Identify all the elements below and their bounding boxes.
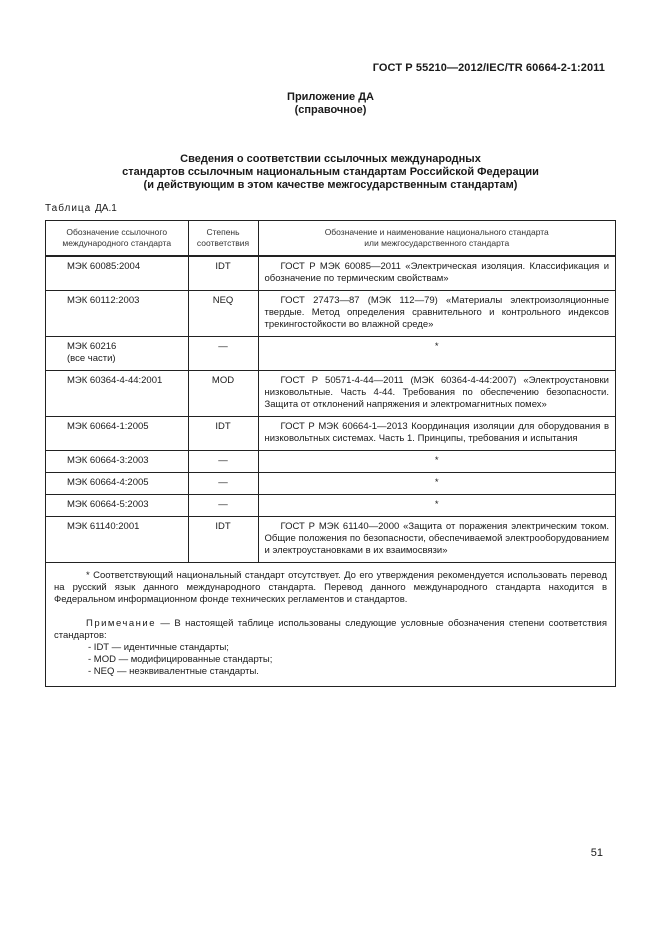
- correspondence-table: [45, 220, 616, 687]
- table-grid: [46, 221, 615, 563]
- table-row: [46, 495, 615, 517]
- table-row: [46, 517, 615, 563]
- table-row: [46, 473, 615, 495]
- cell-national: ГОСТ Р 50571-4-44—2011 (МЭК 60364-4-44:2007) «Электроустановки низковольтные. Часть 4-44. Требования по обеспечению безопасности. Защита от отклонений напряжения и электромагнитных помех»: [258, 371, 615, 417]
- table-caption: [45, 203, 117, 214]
- cell-ref: МЭК 61140:2001: [46, 517, 188, 563]
- note-text: — В настоящей таблице использованы следующие условные обозначения степени соответствия стандартов:: [54, 618, 607, 641]
- title-line: стандартов ссылочным национальным стандартам Российской Федерации: [122, 166, 539, 178]
- annex-subtitle: (справочное): [294, 104, 367, 116]
- table-caption-number: ДА.1: [95, 203, 117, 214]
- cell-ref: МЭК 60664-5:2003: [46, 495, 188, 517]
- annex-heading: [0, 91, 661, 117]
- cell-ref: МЭК 60112:2003: [46, 291, 188, 337]
- table-header-row: [46, 221, 615, 256]
- table-row: [46, 337, 615, 371]
- cell-degree: IDT: [188, 517, 258, 563]
- cell-degree: —: [188, 337, 258, 371]
- table-row: [46, 256, 615, 291]
- header-degree: Степень соответствия: [188, 221, 258, 256]
- cell-degree: IDT: [188, 256, 258, 291]
- cell-degree: —: [188, 495, 258, 517]
- note-paragraph: [54, 618, 607, 642]
- note-label: Примечание: [86, 618, 156, 629]
- cell-ref: МЭК 60664-4:2005: [46, 473, 188, 495]
- cell-ref: МЭК 60216 (все части): [46, 337, 188, 371]
- cell-degree: IDT: [188, 417, 258, 451]
- section-title: [0, 153, 661, 192]
- table-row: [46, 371, 615, 417]
- table-row: [46, 291, 615, 337]
- footnote: * Соответствующий национальный стандарт отсутствует. До его утверждения рекомендуется использовать перевод на русский язык данного международного стандарта. Перевод данного международного стандарта находится в Федеральном информационном фонде технических регламентов и стандартов.: [54, 570, 607, 605]
- title-line: (и действующим в этом качестве межгосударственным стандартам): [143, 179, 518, 191]
- cell-national: *: [258, 495, 615, 517]
- cell-ref: МЭК 60664-3:2003: [46, 451, 188, 473]
- table-notes: [46, 563, 615, 686]
- cell-national: *: [258, 451, 615, 473]
- document-code: ГОСТ Р 55210—2012/IEC/TR 60664-2-1:2011: [372, 62, 605, 74]
- cell-degree: NEQ: [188, 291, 258, 337]
- cell-degree: —: [188, 451, 258, 473]
- header-ref-standard: Обозначение ссылочного международного стандарта: [46, 221, 188, 256]
- table-row: [46, 451, 615, 473]
- note-list-item: - IDT — идентичные стандарты;: [88, 642, 229, 653]
- title-line: Сведения о соответствии ссылочных международных: [180, 153, 481, 165]
- cell-national: ГОСТ 27473—87 (МЭК 112—79) «Материалы электроизоляционные твердые. Метод определения сравнительного и контрольного индексов трекингостойкости во влажной среде»: [258, 291, 615, 337]
- cell-degree: —: [188, 473, 258, 495]
- cell-national: *: [258, 473, 615, 495]
- annex-title: Приложение ДА: [287, 91, 374, 103]
- table-caption-word: Таблица: [45, 203, 92, 214]
- cell-national: ГОСТ Р МЭК 61140—2000 «Защита от поражения электрическим током. Общие положения по безопасности, обеспечиваемой электрооборудованием и электроустановками в их взаимосвязи»: [258, 517, 615, 563]
- note-list-item: - MOD — модифицированные стандарты;: [88, 654, 273, 665]
- cell-degree: MOD: [188, 371, 258, 417]
- cell-ref: МЭК 60085:2004: [46, 256, 188, 291]
- cell-national: *: [258, 337, 615, 371]
- header-national-standard: Обозначение и наименование национального стандарта или межгосударственного стандарта: [258, 221, 615, 256]
- page-number: 51: [590, 847, 603, 859]
- cell-ref: МЭК 60364-4-44:2001: [46, 371, 188, 417]
- cell-national: ГОСТ Р МЭК 60085—2011 «Электрическая изоляция. Классификация и обозначение по термическим свойствам»: [258, 256, 615, 291]
- cell-national: ГОСТ Р МЭК 60664-1—2013 Координация изоляции для оборудования в низковольтных системах. Часть 1. Принципы, требования и испытания: [258, 417, 615, 451]
- cell-ref: МЭК 60664-1:2005: [46, 417, 188, 451]
- table-row: [46, 417, 615, 451]
- note-list-item: - NEQ — неэквивалентные стандарты.: [88, 666, 259, 677]
